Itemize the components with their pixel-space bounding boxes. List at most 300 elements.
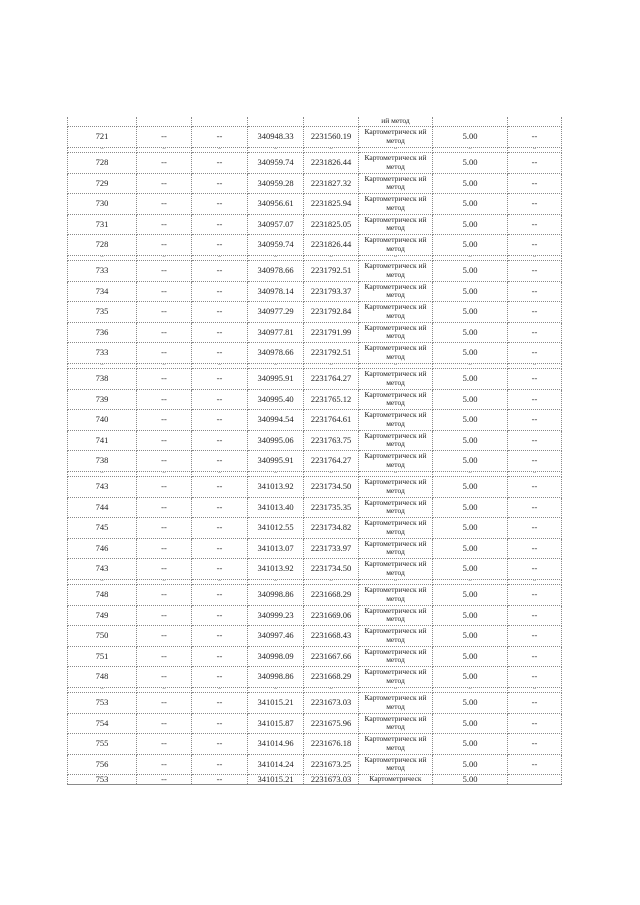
cell-c3: -- <box>192 471 248 477</box>
cell-c2: -- <box>137 693 192 714</box>
cell-accuracy: 5.00 <box>433 734 508 755</box>
cell-accuracy: 5.00 <box>433 646 508 667</box>
cell-method: Картометрическ ий метод <box>359 173 433 194</box>
cell-method: -- <box>359 255 433 261</box>
coordinates-table <box>67 117 562 785</box>
cell-num: 738 <box>68 369 137 390</box>
cell-accuracy: 5.00 <box>433 626 508 647</box>
cell-x: -- <box>248 255 304 261</box>
cell-x: 341013.07 <box>248 538 304 559</box>
cell-num: 738 <box>68 451 137 472</box>
cell-method: Картометрическ ий метод <box>359 518 433 539</box>
cell-accuracy: 5.00 <box>433 605 508 626</box>
cell-accuracy: 5.00 <box>433 281 508 302</box>
cell-num: -- <box>68 579 137 585</box>
cell-c2: -- <box>137 261 192 282</box>
cell-num: 729 <box>68 173 137 194</box>
cell-accuracy: 5.00 <box>433 430 508 451</box>
cell-c2: -- <box>137 430 192 451</box>
table-row <box>68 693 562 714</box>
cell-x: 341014.96 <box>248 734 304 755</box>
cell-accuracy: 5.00 <box>433 322 508 343</box>
cell-y: 2231793.37 <box>304 281 359 302</box>
cell-c8: -- <box>508 173 562 194</box>
cell-num: -- <box>68 687 137 693</box>
cell-c2: -- <box>137 687 192 693</box>
table-row <box>68 646 562 667</box>
cell-x: -- <box>248 687 304 693</box>
cell-y: 2231792.51 <box>304 261 359 282</box>
cell-x: 340978.66 <box>248 343 304 364</box>
cell-y: 2231667.66 <box>304 646 359 667</box>
cell-x: 341013.92 <box>248 477 304 498</box>
table-row <box>68 734 562 755</box>
cell-c2: -- <box>137 343 192 364</box>
cell-c3: -- <box>192 754 248 775</box>
cell-accuracy: 5.00 <box>433 389 508 410</box>
cell-c2: -- <box>137 147 192 153</box>
cell-c3: -- <box>192 734 248 755</box>
cell-y: 2231764.27 <box>304 451 359 472</box>
cell-c8: -- <box>508 626 562 647</box>
cell-method: Картометрическ ий метод <box>359 127 433 148</box>
cell-c8: -- <box>508 214 562 235</box>
cell-y: -- <box>304 579 359 585</box>
cell-x: 340948.33 <box>248 127 304 148</box>
cell-num: 743 <box>68 477 137 498</box>
cell-method: Картометрическ ий метод <box>359 754 433 775</box>
cell-c2: -- <box>137 451 192 472</box>
cell-accuracy: -- <box>433 363 508 369</box>
table-row <box>68 559 562 580</box>
cell-y: 2231668.29 <box>304 585 359 606</box>
cell-x: 340998.86 <box>248 667 304 688</box>
cell-x: 341013.92 <box>248 559 304 580</box>
cell-accuracy: -- <box>433 579 508 585</box>
cell-c8 <box>508 775 562 785</box>
cell-method: Картометрическ ий метод <box>359 194 433 215</box>
cell-accuracy: 5.00 <box>433 693 508 714</box>
table-row <box>68 451 562 472</box>
cell-y: -- <box>304 687 359 693</box>
cell-method: Картометрическ ий метод <box>359 559 433 580</box>
cell-y: -- <box>304 255 359 261</box>
table-row <box>68 261 562 282</box>
cell-c3: -- <box>192 646 248 667</box>
cell-accuracy: 5.00 <box>433 518 508 539</box>
cell-c8: -- <box>508 235 562 256</box>
cell-y: 2231826.44 <box>304 235 359 256</box>
cell-num: 736 <box>68 322 137 343</box>
cell-c3: -- <box>192 363 248 369</box>
cell-num: 748 <box>68 585 137 606</box>
cell-y: 2231669.06 <box>304 605 359 626</box>
cell-accuracy: 5.00 <box>433 194 508 215</box>
cell-num: 754 <box>68 713 137 734</box>
cell-c8: -- <box>508 559 562 580</box>
cell-accuracy: -- <box>433 255 508 261</box>
cell-accuracy: 5.00 <box>433 127 508 148</box>
cell-y: 2231792.84 <box>304 302 359 323</box>
cell-num: 728 <box>68 235 137 256</box>
cell-c3: -- <box>192 451 248 472</box>
table-row <box>68 235 562 256</box>
cell-c8: -- <box>508 585 562 606</box>
cell-c8: -- <box>508 754 562 775</box>
cell-method: Картометрическ ий метод <box>359 389 433 410</box>
cell-method: Картометрическ ий метод <box>359 605 433 626</box>
cell-c3: -- <box>192 281 248 302</box>
cell-y: 2231676.18 <box>304 734 359 755</box>
table-row <box>68 410 562 431</box>
cell-c2: -- <box>137 322 192 343</box>
cell-c8: -- <box>508 713 562 734</box>
cell-c2: -- <box>137 713 192 734</box>
cell-accuracy <box>433 117 508 127</box>
cell-method: Картометрическ ий метод <box>359 693 433 714</box>
cell-c8: -- <box>508 667 562 688</box>
cell-c8: -- <box>508 687 562 693</box>
cell-y: 2231792.51 <box>304 343 359 364</box>
cell-c8: -- <box>508 302 562 323</box>
cell-c3: -- <box>192 127 248 148</box>
cell-num: 753 <box>68 775 137 785</box>
cell-x: 340957.07 <box>248 214 304 235</box>
cell-c3: -- <box>192 430 248 451</box>
table-row <box>68 153 562 174</box>
cell-method: Картометрическ ий метод <box>359 713 433 734</box>
cell-x: 341015.87 <box>248 713 304 734</box>
cell-c8: -- <box>508 194 562 215</box>
cell-y <box>304 117 359 127</box>
cell-c3: -- <box>192 477 248 498</box>
cell-x: 341015.21 <box>248 775 304 785</box>
cell-c3: -- <box>192 687 248 693</box>
cell-c8: -- <box>508 605 562 626</box>
cell-c8: -- <box>508 281 562 302</box>
table-row <box>68 605 562 626</box>
cell-num: 739 <box>68 389 137 410</box>
cell-c8: -- <box>508 497 562 518</box>
cell-c2: -- <box>137 153 192 174</box>
cell-accuracy: -- <box>433 471 508 477</box>
cell-c3: -- <box>192 369 248 390</box>
cell-accuracy: 5.00 <box>433 302 508 323</box>
cell-method: Картометрическ ий метод <box>359 497 433 518</box>
table-row <box>68 477 562 498</box>
cell-c3: -- <box>192 559 248 580</box>
cell-c2: -- <box>137 605 192 626</box>
cell-num: 734 <box>68 281 137 302</box>
cell-c2: -- <box>137 518 192 539</box>
cell-c8: -- <box>508 579 562 585</box>
cell-c3: -- <box>192 667 248 688</box>
cell-y: 2231675.96 <box>304 713 359 734</box>
cell-num: 755 <box>68 734 137 755</box>
cell-c2: -- <box>137 235 192 256</box>
cell-c2: -- <box>137 538 192 559</box>
table-row <box>68 302 562 323</box>
cell-y: -- <box>304 363 359 369</box>
cell-num: 748 <box>68 667 137 688</box>
cell-num: 740 <box>68 410 137 431</box>
cell-num: -- <box>68 471 137 477</box>
cell-y: 2231734.50 <box>304 477 359 498</box>
cell-x: -- <box>248 471 304 477</box>
cell-x: -- <box>248 579 304 585</box>
cell-method: Картометрическ ий метод <box>359 235 433 256</box>
cell-accuracy: -- <box>433 687 508 693</box>
cell-c8: -- <box>508 451 562 472</box>
cell-num: 733 <box>68 261 137 282</box>
cell-c2: -- <box>137 194 192 215</box>
cell-method: Картометрическ ий метод <box>359 667 433 688</box>
table-row <box>68 322 562 343</box>
cell-accuracy: 5.00 <box>433 214 508 235</box>
cell-y: 2231560.19 <box>304 127 359 148</box>
cell-num: 721 <box>68 127 137 148</box>
cell-method: Картометрическ ий метод <box>359 734 433 755</box>
table-row <box>68 343 562 364</box>
cell-accuracy: 5.00 <box>433 477 508 498</box>
cell-c2: -- <box>137 775 192 785</box>
cell-c3: -- <box>192 579 248 585</box>
cell-x: 341015.21 <box>248 693 304 714</box>
cell-num: 733 <box>68 343 137 364</box>
cell-y: 2231733.97 <box>304 538 359 559</box>
cell-c2: -- <box>137 127 192 148</box>
table-row <box>68 281 562 302</box>
cell-c3: -- <box>192 538 248 559</box>
cell-c2: -- <box>137 477 192 498</box>
cell-y: 2231765.12 <box>304 389 359 410</box>
cell-method: -- <box>359 471 433 477</box>
cell-c8: -- <box>508 477 562 498</box>
cell-num: 731 <box>68 214 137 235</box>
cell-method: Картометрическ ий метод <box>359 343 433 364</box>
cell-c3: -- <box>192 693 248 714</box>
cell-y: 2231827.32 <box>304 173 359 194</box>
cell-c8: -- <box>508 646 562 667</box>
table-row <box>68 430 562 451</box>
cell-c8: -- <box>508 322 562 343</box>
cell-c2: -- <box>137 734 192 755</box>
cell-method: Картометрическ ий метод <box>359 410 433 431</box>
cell-accuracy: 5.00 <box>433 754 508 775</box>
cell-y: 2231673.25 <box>304 754 359 775</box>
cell-accuracy: -- <box>433 147 508 153</box>
cell-accuracy: 5.00 <box>433 713 508 734</box>
cell-method: -- <box>359 363 433 369</box>
cell-c2: -- <box>137 281 192 302</box>
cell-accuracy: 5.00 <box>433 369 508 390</box>
cell-c3: -- <box>192 343 248 364</box>
cell-y: 2231668.29 <box>304 667 359 688</box>
cell-y: 2231764.61 <box>304 410 359 431</box>
cell-x: 340995.91 <box>248 369 304 390</box>
cell-x: 340959.74 <box>248 153 304 174</box>
table-row <box>68 585 562 606</box>
cell-method: ий метод <box>359 117 433 127</box>
cell-method: Картометрическ ий метод <box>359 281 433 302</box>
cell-num: 749 <box>68 605 137 626</box>
cell-num: 753 <box>68 693 137 714</box>
cell-y: 2231668.43 <box>304 626 359 647</box>
table-row <box>68 713 562 734</box>
cell-y: 2231826.44 <box>304 153 359 174</box>
cell-c3: -- <box>192 518 248 539</box>
cell-c2: -- <box>137 667 192 688</box>
cell-c2: -- <box>137 754 192 775</box>
cell-method: Картометрическ ий метод <box>359 477 433 498</box>
cell-y: 2231734.82 <box>304 518 359 539</box>
cell-num: 751 <box>68 646 137 667</box>
cell-y: 2231825.94 <box>304 194 359 215</box>
cell-c3: -- <box>192 410 248 431</box>
cell-accuracy: 5.00 <box>433 667 508 688</box>
cell-x: 340999.23 <box>248 605 304 626</box>
cell-method: Картометрическ ий метод <box>359 153 433 174</box>
cell-c2: -- <box>137 369 192 390</box>
table-row <box>68 775 562 785</box>
cell-c2: -- <box>137 471 192 477</box>
cell-accuracy: 5.00 <box>433 173 508 194</box>
cell-c3: -- <box>192 713 248 734</box>
cell-method: Картометрическ ий метод <box>359 538 433 559</box>
table-row <box>68 214 562 235</box>
cell-num <box>68 117 137 127</box>
cell-c8: -- <box>508 127 562 148</box>
cell-x: 340995.91 <box>248 451 304 472</box>
cell-x: 340956.61 <box>248 194 304 215</box>
cell-accuracy: 5.00 <box>433 153 508 174</box>
cell-c2: -- <box>137 626 192 647</box>
cell-y: 2231735.35 <box>304 497 359 518</box>
cell-y: 2231764.27 <box>304 369 359 390</box>
table-row <box>68 754 562 775</box>
cell-num: 746 <box>68 538 137 559</box>
cell-method: Картометрическ ий метод <box>359 451 433 472</box>
cell-c8: -- <box>508 538 562 559</box>
cell-c3: -- <box>192 626 248 647</box>
table-row <box>68 538 562 559</box>
cell-num: -- <box>68 147 137 153</box>
cell-c3: -- <box>192 153 248 174</box>
cell-accuracy: 5.00 <box>433 343 508 364</box>
cell-c8: -- <box>508 471 562 477</box>
cell-x: 340977.81 <box>248 322 304 343</box>
cell-method: -- <box>359 687 433 693</box>
cell-c2: -- <box>137 173 192 194</box>
cell-c2: -- <box>137 389 192 410</box>
cell-y: 2231763.75 <box>304 430 359 451</box>
cell-c3: -- <box>192 585 248 606</box>
cell-c2: -- <box>137 579 192 585</box>
cell-method: -- <box>359 147 433 153</box>
table-row <box>68 518 562 539</box>
cell-c3: -- <box>192 302 248 323</box>
cell-c3: -- <box>192 214 248 235</box>
cell-c8: -- <box>508 518 562 539</box>
cell-c3: -- <box>192 194 248 215</box>
table-row-continued <box>68 117 562 127</box>
cell-c2: -- <box>137 559 192 580</box>
cell-c2 <box>137 117 192 127</box>
cell-accuracy: 5.00 <box>433 410 508 431</box>
cell-c3: -- <box>192 261 248 282</box>
cell-x <box>248 117 304 127</box>
table-row <box>68 369 562 390</box>
cell-num: 730 <box>68 194 137 215</box>
table-body <box>68 117 562 785</box>
cell-x: 340959.74 <box>248 235 304 256</box>
cell-y: -- <box>304 471 359 477</box>
cell-c2: -- <box>137 410 192 431</box>
cell-c8: -- <box>508 389 562 410</box>
cell-x: -- <box>248 363 304 369</box>
cell-y: 2231673.03 <box>304 693 359 714</box>
cell-method: Картометрическ <box>359 775 433 785</box>
cell-c3: -- <box>192 605 248 626</box>
cell-x: 340998.86 <box>248 585 304 606</box>
cell-c8: -- <box>508 410 562 431</box>
cell-c3 <box>192 117 248 127</box>
cell-y: 2231673.03 <box>304 775 359 785</box>
cell-accuracy: 5.00 <box>433 261 508 282</box>
cell-x: 340995.40 <box>248 389 304 410</box>
cell-method: Картометрическ ий метод <box>359 430 433 451</box>
cell-c2: -- <box>137 214 192 235</box>
cell-y: -- <box>304 147 359 153</box>
cell-method: Картометрическ ий метод <box>359 646 433 667</box>
cell-c2: -- <box>137 585 192 606</box>
cell-num: 743 <box>68 559 137 580</box>
cell-x: 340959.28 <box>248 173 304 194</box>
cell-num: 750 <box>68 626 137 647</box>
cell-method: Картометрическ ий метод <box>359 302 433 323</box>
table-row <box>68 194 562 215</box>
cell-num: 745 <box>68 518 137 539</box>
cell-c3: -- <box>192 235 248 256</box>
cell-accuracy: 5.00 <box>433 585 508 606</box>
table-row <box>68 667 562 688</box>
cell-accuracy: 5.00 <box>433 559 508 580</box>
cell-num: -- <box>68 255 137 261</box>
cell-c8: -- <box>508 255 562 261</box>
cell-x: 340997.46 <box>248 626 304 647</box>
cell-x: 340978.14 <box>248 281 304 302</box>
cell-c3: -- <box>192 497 248 518</box>
cell-c8: -- <box>508 430 562 451</box>
cell-method: -- <box>359 579 433 585</box>
cell-method: Картометрическ ий метод <box>359 214 433 235</box>
cell-y: 2231791.99 <box>304 322 359 343</box>
cell-c8: -- <box>508 153 562 174</box>
cell-x: 341014.24 <box>248 754 304 775</box>
table-row <box>68 497 562 518</box>
cell-x: 340978.66 <box>248 261 304 282</box>
cell-x: 340977.29 <box>248 302 304 323</box>
cell-accuracy: 5.00 <box>433 538 508 559</box>
cell-c3: -- <box>192 147 248 153</box>
cell-accuracy: 5.00 <box>433 235 508 256</box>
cell-num: 741 <box>68 430 137 451</box>
cell-y: 2231825.05 <box>304 214 359 235</box>
cell-num: 756 <box>68 754 137 775</box>
cell-c2: -- <box>137 497 192 518</box>
table-row <box>68 173 562 194</box>
cell-c8: -- <box>508 147 562 153</box>
